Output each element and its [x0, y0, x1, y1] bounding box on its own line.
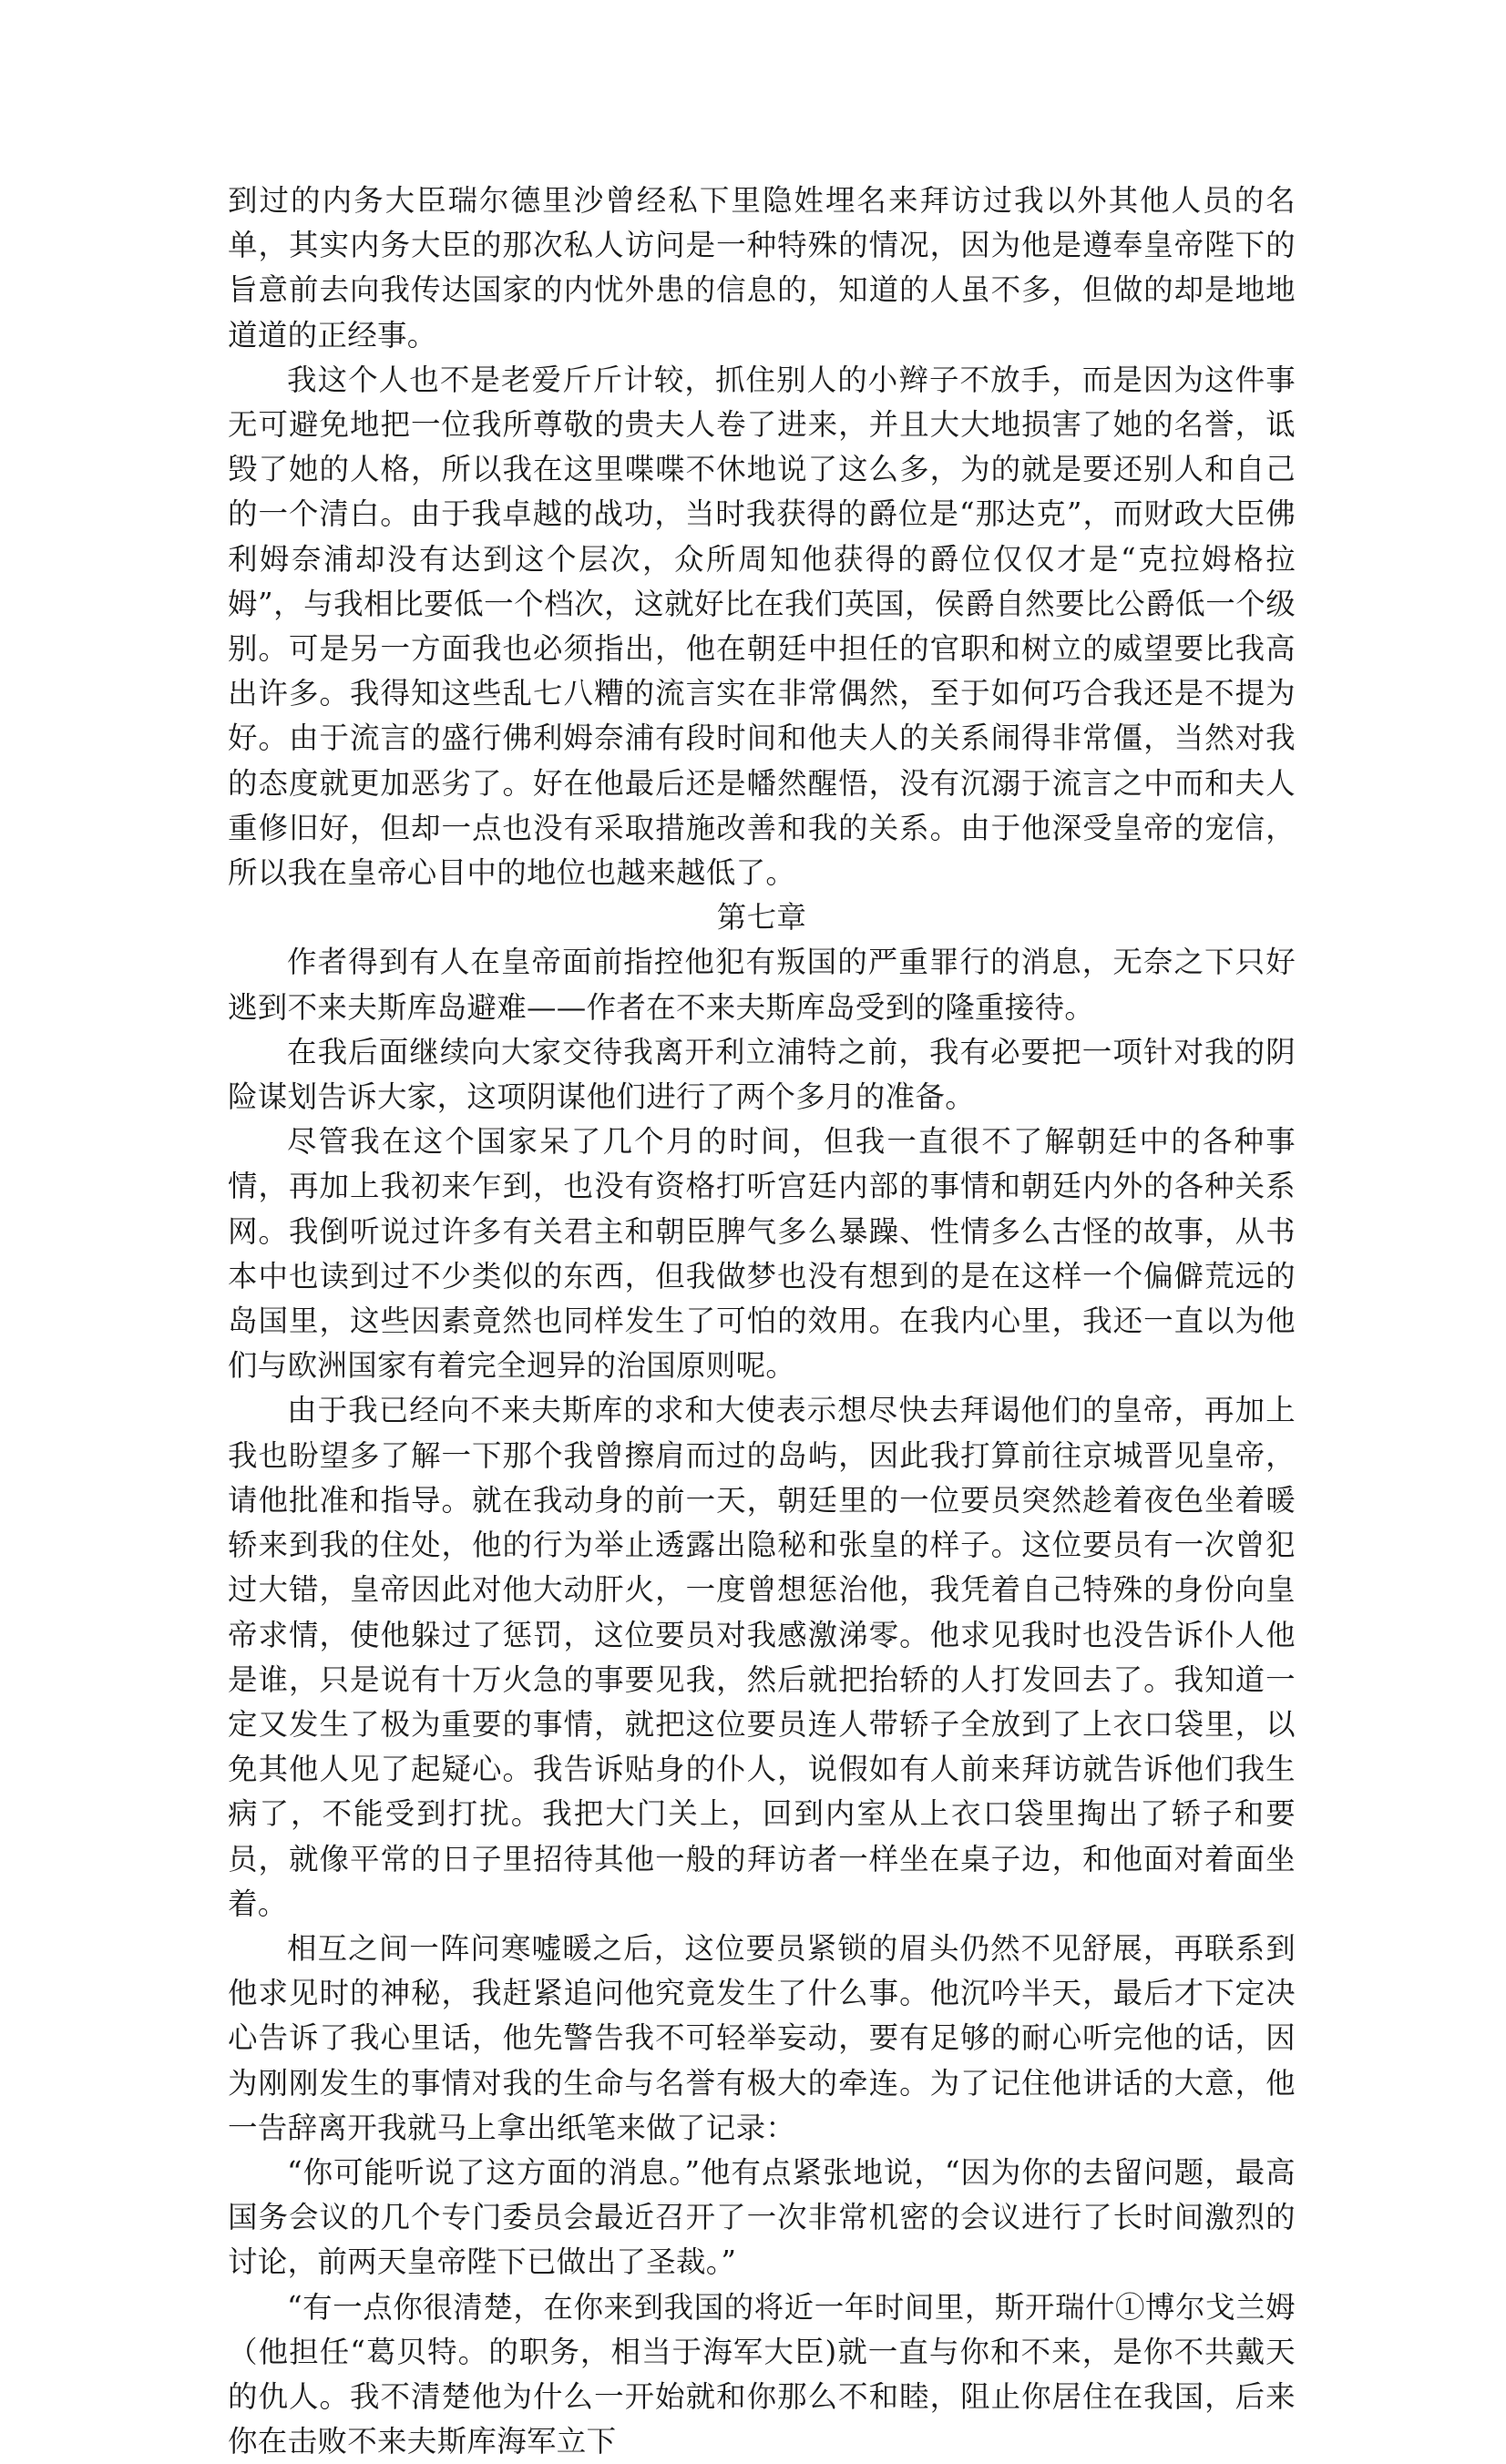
chapter-title: 第七章 — [716, 900, 807, 936]
chapter-summary: 作者得到有人在皇帝面前指控他犯有叛国的严重罪行的消息，无奈之下只好逃到不来夫斯库岛避难——作者在不来夫斯库岛受到的隆重接待。 — [228, 945, 1296, 1025]
paragraph-7: “你可能听说了这方面的消息。”他有点紧张地说，“因为你的去留问题，最高国务会议的几个专门委员会最近召开了一次非常机密的会议进行了长时间激烈的讨论，前两天皇帝陛下已做出了圣裁。” — [228, 2154, 1296, 2280]
paragraph-5: 由于我已经向不来夫斯库的求和大使表示想尽快去拜谒他们的皇帝，再加上我也盼望多了解一下那个我曾擦肩而过的岛屿，因此我打算前往京城晋见皇帝，请他批准和指导。就在我动身的前一天，朝廷里的一位要员突然趁着夜色坐着暖轿来到我的住处，他的行为举止透露出隐秘和张皇的样子。这位要员有一次曾犯过大错，皇帝因此对他大动肝火，一度曾想惩治他，我凭着自己特殊的身份向皇帝求情，使他躲过了惩罚，这位要员对我感激涕零。他求见我时也没告诉仆人他是谁，只是说有十万火急的事要见我，然后就把抬轿的人打发回去了。我知道一定又发生了极为重要的事情，就把这位要员连人带轿子全放到了上衣口袋里，以免其他人见了起疑心。我告诉贴身的仆人，说假如有人前来拜访就告诉他们我生病了，不能受到打扰。我把大门关上，回到内室从上衣口袋里掏出了轿子和要员，就像平常的日子里招待其他一般的拜访者一样坐在桌子边，和他面对着面坐着。 — [228, 1393, 1296, 1921]
paragraph-2: 我这个人也不是老爱斤斤计较，抓住别人的小辫子不放手，而是因为这件事无可避免地把一位我所尊敬的贵夫人卷了进来，并且大大地损害了她的名誉，诋毁了她的人格，所以我在这里喋喋不休地说了这么多，为的就是要还别人和自己的一个清白。由于我卓越的战功，当时我获得的爵位是“那达克”，而财政大臣佛利姆奈浦却没有达到这个层次，众所周知他获得的爵位仅仅才是“克拉姆格拉姆”，与我相比要低一个档次，这就好比在我们英国，侯爵自然要比公爵低一个级别。可是另一方面我也必须指出，他在朝廷中担任的官职和树立的威望要比我高出许多。我得知这些乱七八糟的流言实在非常偶然，至于如何巧合我还是不提为好。由于流言的盛行佛利姆奈浦有段时间和他夫人的关系闹得非常僵，当然对我的态度就更加恶劣了。好在他最后还是幡然醒悟，没有沉溺于流言之中而和夫人重修旧好，但却一点也没有采取措施改善和我的关系。由于他深受皇帝的宠信，所以我在皇帝心目中的地位也越来越低了。 — [228, 362, 1296, 891]
paragraph-6: 相互之间一阵问寒嘘暖之后，这位要员紧锁的眉头仍然不见舒展，再联系到他求见时的神秘，我赶紧追问他究竟发生了什么事。他沉吟半天，最后才下定决心告诉了我心里话，他先警告我不可轻举妄动，要有足够的耐心听完他的话，因为刚刚发生的事情对我的生命与名誉有极大的牵连。为了记住他讲话的大意，他一告辞离开我就马上拿出纸笔来做了记录： — [228, 1930, 1296, 2145]
paragraph-1: 到过的内务大臣瑞尔德里沙曾经私下里隐姓埋名来拜访过我以外其他人员的名单，其实内务大臣的那次私人访问是一种特殊的情况，因为他是遵奉皇帝陛下的旨意前去向我传达国家的内忧外患的信息的，知道的人虽不多，但做的却是地地道道的正经事。 — [228, 183, 1296, 353]
document-page — [228, 179, 1296, 2464]
paragraph-3: 在我后面继续向大家交待我离开利立浦特之前，我有必要把一项针对我的阴险谋划告诉大家，这项阴谋他们进行了两个多月的准备。 — [228, 1034, 1296, 1115]
paragraph-8: “有一点你很清楚，在你来到我国的将近一年时间里，斯开瑞什①博尔戈兰姆（他担任“葛贝特。的职务，相当于海军大臣)就一直与你和不来，是你不共戴天的仇人。我不清楚他为什么一开始就和你那么不和睦，阻止你居住在我国，后来你在击败不来夫斯库海军立下 — [228, 2289, 1296, 2459]
paragraph-4: 尽管我在这个国家呆了几个月的时间，但我一直很不了解朝廷中的各种事情，再加上我初来乍到，也没有资格打听宫廷内部的事情和朝廷内外的各种关系网。我倒听说过许多有关君主和朝臣脾气多么暴躁、性情多么古怪的故事，从书本中也读到过不少类似的东西，但我做梦也没有想到的是在这样一个偏僻荒远的岛国里，这些因素竟然也同样发生了可怕的效用。在我内心里，我还一直以为他们与欧洲国家有着完全迥异的治国原则呢。 — [228, 1124, 1296, 1384]
